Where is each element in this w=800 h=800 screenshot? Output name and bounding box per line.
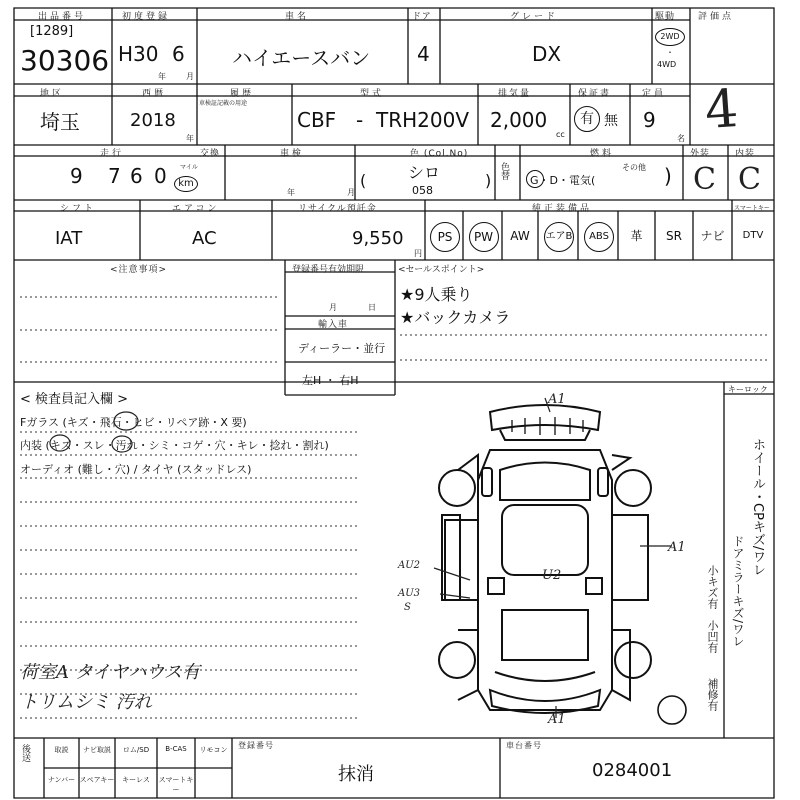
chassis-header: 車台番号	[506, 741, 542, 750]
reg-month: 月	[329, 303, 337, 312]
reg-period-header: 登録番号有効期限	[292, 265, 365, 275]
color-paren-open: (	[360, 171, 367, 190]
side-vertical-2: ドアミラーキズ/ワレ	[731, 535, 745, 648]
recycle-value: 9,550	[352, 228, 404, 249]
year-char: 年	[158, 72, 166, 81]
model-prefix: CBF	[297, 108, 337, 132]
year-header: 西暦	[142, 89, 167, 99]
aircon-header: エアコン	[172, 204, 220, 214]
first-reg-era: H30	[118, 42, 159, 66]
equipment-item-5: ABS	[584, 222, 614, 252]
damage-mark-au2: AU2	[398, 560, 421, 571]
bottom-item-6: ナンバー	[47, 776, 76, 784]
exterior-value: C	[693, 162, 716, 197]
equipment-item-3: AW	[510, 229, 530, 243]
region-value: 埼玉	[40, 110, 80, 134]
exterior-header: 外装	[690, 149, 711, 159]
checklist-glass: Fガラス (キズ・飛石・ヒビ・リペア跡・X 要)	[20, 416, 247, 429]
checklist-interior: 内装 (キズ・スレ・汚れ・シミ・コゲ・穴・キレ・捻れ・割れ)	[20, 439, 329, 452]
inspection-month: 月	[347, 188, 355, 197]
fuel-header: 燃料	[590, 149, 615, 159]
first-reg-header: 初度登録	[122, 12, 171, 22]
bottom-item-7: スペアキー	[79, 776, 115, 784]
equipment-item-2: PW	[469, 222, 499, 252]
lot-header: 出品番号	[38, 12, 87, 22]
color-side: 色替	[499, 162, 509, 180]
color-header: 色 (Col.No)	[410, 149, 469, 159]
keylock-header: キーロック	[728, 385, 768, 394]
mileage-digit-3: 6	[130, 164, 143, 188]
handwritten-note-2: トリムシミ 汚れ	[20, 692, 152, 713]
side-repair: 補修有	[706, 678, 719, 711]
shift-value: IAT	[55, 228, 83, 249]
mileage-header: 走行	[100, 149, 125, 159]
drive-4wd: 4WD	[657, 60, 677, 69]
equipment-item-7: SR	[666, 229, 682, 243]
drive-2wd-circled: 2WD	[655, 28, 685, 46]
displacement-unit: cc	[556, 130, 565, 139]
equipment-item-1: PS	[430, 222, 460, 252]
color-no: 058	[412, 184, 433, 197]
damage-mark-rear: A1	[548, 712, 566, 727]
notes-header: <注意事項>	[110, 265, 168, 275]
color-paren-close: )	[485, 171, 492, 190]
bottom-item-3: ロム/SD	[122, 746, 150, 754]
car-name: ハイエースバン	[232, 46, 371, 70]
inspection-header: 車検	[280, 149, 305, 159]
doors-header: ドア	[412, 12, 432, 22]
reg-day: 日	[368, 303, 376, 312]
doors-value: 4	[417, 42, 430, 66]
import-value: ディーラー・並行	[298, 342, 386, 355]
bottom-item-5: リモコン	[199, 746, 228, 754]
recycle-header: リサイクル預託金	[298, 204, 377, 214]
equipment-item-4: エアB	[544, 222, 574, 252]
year-value-char: 年	[186, 134, 194, 143]
year-value: 2018	[130, 110, 176, 131]
shift-header: シフト	[60, 204, 97, 214]
displacement-header: 排気量	[498, 89, 532, 99]
score-header: 評価点	[698, 12, 735, 22]
damage-mark-right: A1	[668, 540, 686, 555]
lot-number: 30306	[20, 44, 110, 77]
damage-mark-front: A1	[548, 392, 566, 407]
inspection-year: 年	[287, 188, 295, 197]
sales-points-header: <セールスポイント>	[398, 265, 485, 275]
recycle-unit: 円	[414, 249, 422, 258]
interior-value: C	[738, 162, 761, 197]
bottom-item-8: キーレス	[122, 776, 150, 784]
mileage-digit-4: 0	[154, 164, 167, 188]
drive-dot: ・	[666, 48, 674, 57]
capacity-unit: 名	[677, 134, 685, 143]
bottom-item-4: B-CAS	[165, 745, 187, 753]
equipment-item-8: ナビ	[700, 229, 725, 243]
grade-header: グレード	[510, 12, 559, 22]
handle-value: 左H ・ 右H	[302, 374, 359, 387]
side-vertical-1: ホイール・CPキズ/ワレ	[750, 438, 765, 577]
warranty-no: 無	[604, 113, 618, 129]
side-small-2: 小凹有	[706, 620, 719, 653]
history-header: 履歴	[230, 89, 255, 99]
interior-header: 内装	[735, 149, 756, 159]
history-note: 車検証記載の用途	[199, 100, 248, 107]
aircon-value: AC	[192, 228, 217, 249]
sales-point-2: ★バックカメラ	[400, 308, 511, 327]
warranty-header: 保証書	[578, 89, 612, 99]
warranty-yes-circled: 有	[574, 106, 600, 132]
month-char: 月	[186, 72, 194, 81]
equipment-item-6: 革	[630, 229, 643, 243]
damage-mark-u2: U2	[542, 568, 562, 583]
checklist-audio: オーディオ (難し・穴) / タイヤ (スタッドレス)	[20, 463, 252, 476]
region-header: 地区	[40, 89, 65, 99]
bottom-item-1: 取説	[54, 746, 69, 754]
lot-prefix: [1289]	[30, 24, 74, 39]
mileage-digit-2: 7	[108, 164, 121, 188]
model-dash: -	[356, 108, 364, 132]
fuel-other: その他	[622, 163, 646, 172]
bottom-item-2: ナビ取説	[83, 746, 111, 754]
inspector-header: < 検査員記入欄 >	[20, 392, 129, 407]
mileage-unit-mile: マイル	[180, 164, 198, 171]
first-reg-month: 6	[172, 42, 185, 66]
mileage-unit-km-circled: km	[174, 176, 198, 192]
fuel-close: )	[664, 164, 672, 188]
side-small-1: 小キズ有	[706, 565, 719, 609]
color-value: シロ	[408, 163, 441, 182]
sales-point-1: ★9人乗り	[400, 285, 473, 304]
model-header: 型式	[360, 89, 385, 99]
registration-value: 抹消	[338, 764, 374, 785]
capacity-header: 定員	[642, 89, 667, 99]
equipment-item-9: DTV	[742, 230, 764, 241]
bottom-item-9: スマートキー	[158, 776, 194, 794]
registration-header: 登録番号	[238, 741, 274, 750]
drive-header: 駆動	[655, 12, 676, 22]
mileage-digit-1: 9	[70, 164, 83, 188]
equipment-header: 純正装備品	[532, 204, 593, 214]
grade-value: DX	[532, 42, 562, 66]
displacement-value: 2,000	[490, 108, 548, 132]
capacity-value: 9	[643, 108, 656, 132]
meter-header: 交換	[200, 149, 221, 159]
bottom-left-header: 後送	[20, 744, 30, 762]
model-code: TRH200V	[376, 108, 470, 132]
handwritten-note-1: 荷室A タイヤハウス有	[20, 662, 200, 683]
chassis-value: 0284001	[592, 760, 673, 781]
damage-mark-au3: AU3	[398, 588, 421, 599]
smartkey-header: スマートキー	[734, 205, 770, 212]
fuel-value: G・D・電気(	[530, 174, 596, 187]
damage-mark-s: S	[404, 602, 411, 613]
car-name-header: 車名	[285, 12, 310, 22]
import-header: 輸入車	[318, 320, 349, 330]
score-value: 4	[702, 78, 741, 142]
